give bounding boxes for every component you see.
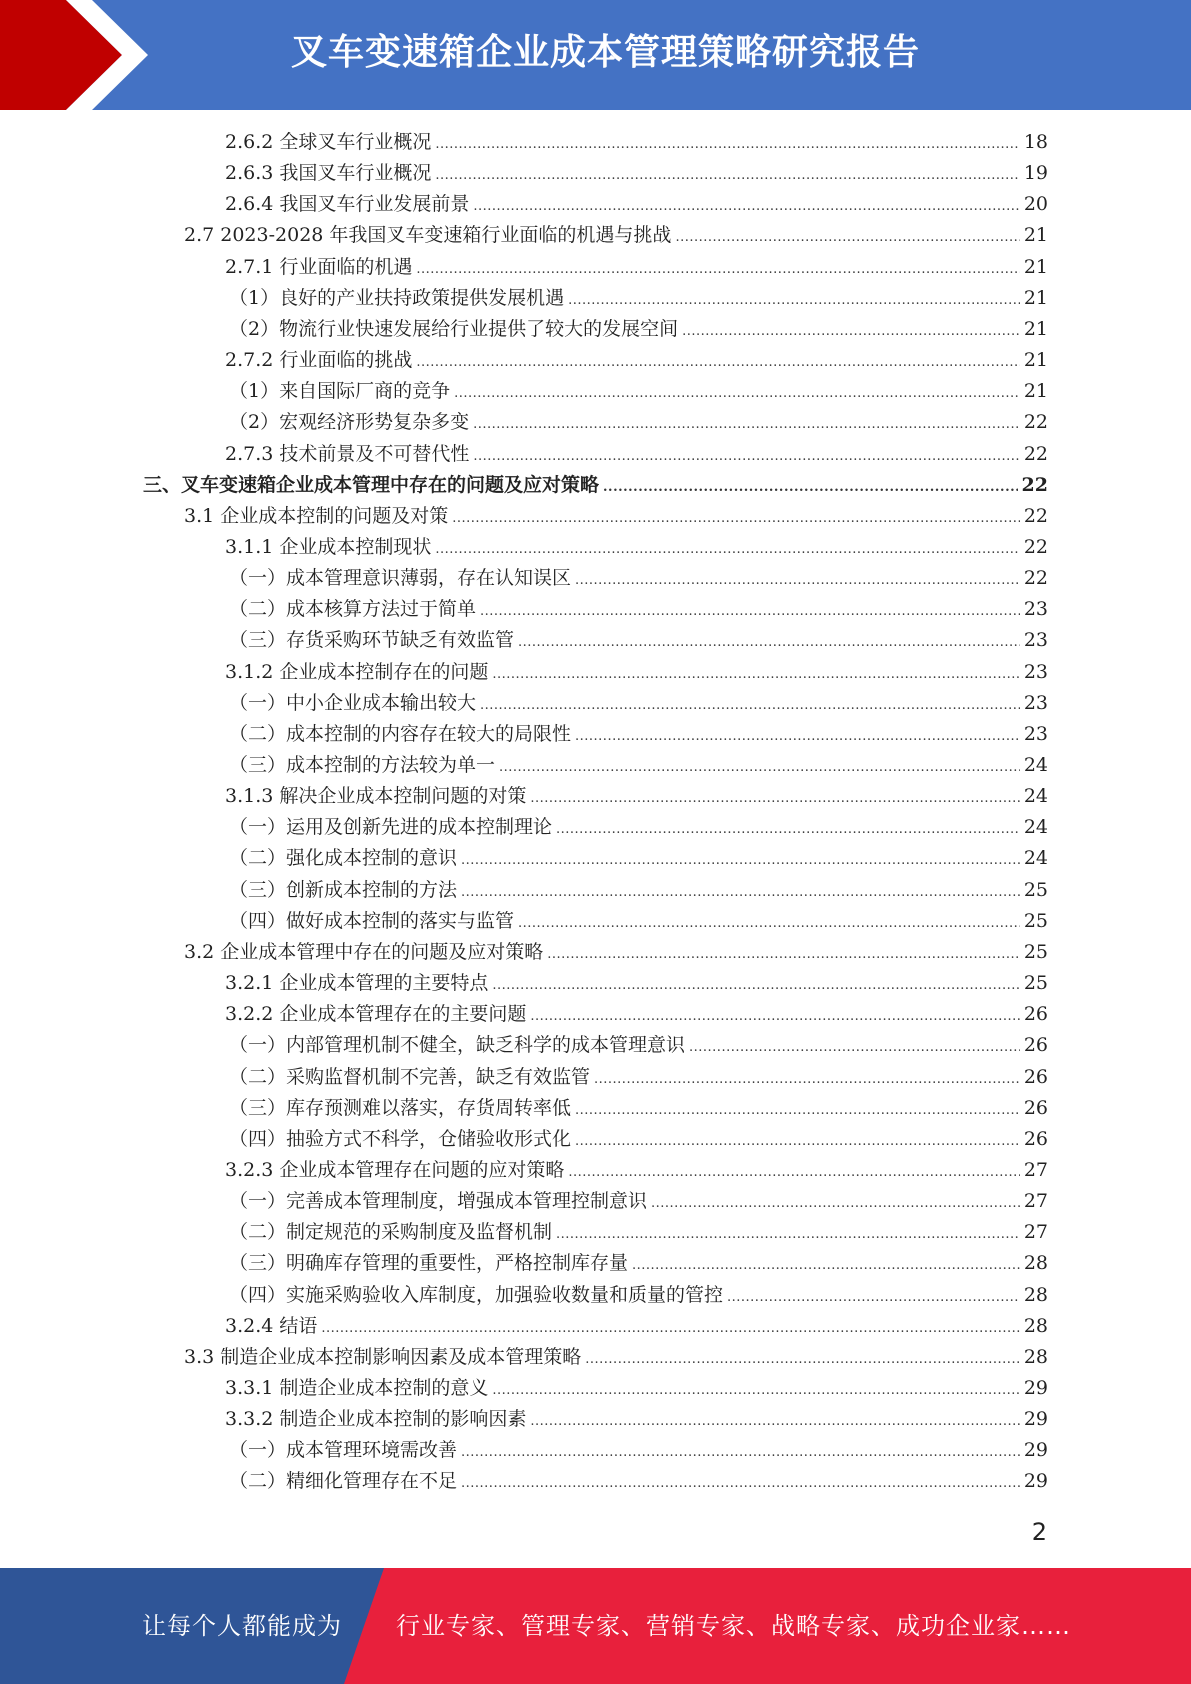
toc-leader-dots [530, 1406, 1019, 1437]
toc-entry-label: （二）成本核算方法过于简单 [229, 598, 477, 621]
toc-entry-label: 3.2.2 企业成本管理存在的主要问题 [225, 1003, 527, 1026]
toc-entry-page: 27 [1023, 1158, 1048, 1181]
toc-entry-label: （三）成本控制的方法较为单一 [229, 754, 496, 776]
toc-entry[interactable] [229, 407, 1048, 438]
toc-entry-page: 22 [1023, 504, 1048, 527]
toc-entry[interactable] [225, 968, 1048, 999]
toc-entry-label: 2.7.2 行业面临的挑战 [225, 349, 413, 372]
toc-leader-dots [575, 1095, 1020, 1126]
toc-entry-page: 23 [1023, 722, 1048, 745]
toc-leader-dots [461, 845, 1020, 876]
toc-entry-label: 3.3.2 制造企业成本控制的影响因素 [225, 1408, 527, 1431]
toc-entry-label: 2.6.2 全球叉车行业概况 [225, 131, 432, 153]
toc-entry-page: 21 [1023, 224, 1048, 247]
toc-entry-label: （一）运用及创新先进的成本控制理论 [229, 816, 553, 839]
toc-entry[interactable] [229, 283, 1048, 314]
toc-entry-label: （三）创新成本控制的方法 [229, 878, 458, 901]
toc-entry[interactable] [229, 1217, 1048, 1248]
toc-entry-page: 26 [1023, 1065, 1048, 1088]
toc-entry-page: 23 [1023, 598, 1048, 621]
toc-leader-dots [682, 316, 1020, 347]
toc-leader-dots [651, 1188, 1020, 1219]
toc-entry-page: 28 [1023, 1345, 1048, 1368]
toc-leader-dots [556, 1219, 1020, 1250]
toc-entry[interactable] [184, 937, 1048, 968]
toc-entry-label: （四）抽验方式不科学，仓储验收形式化 [229, 1127, 572, 1150]
toc-entry-page: 22 [1021, 473, 1048, 496]
toc-entry-label: （一）中小企业成本输出较大 [229, 691, 477, 714]
footer-slogan-right: 行业专家、管理专家、营销专家、战略专家、成功企业家…… [396, 1612, 1071, 1640]
toc-entry[interactable] [225, 252, 1048, 283]
toc-entry-page: 23 [1023, 629, 1048, 652]
toc-entry[interactable] [229, 1248, 1048, 1279]
toc-entry-page: 26 [1023, 1034, 1048, 1057]
toc-leader-dots [492, 970, 1019, 1001]
toc-leader-dots [454, 378, 1020, 409]
toc-leader-dots [689, 1032, 1020, 1063]
toc-leader-dots [547, 939, 1020, 970]
toc-entry[interactable] [225, 1311, 1048, 1342]
toc-entry[interactable] [225, 189, 1048, 220]
toc-entry-page: 26 [1023, 1127, 1048, 1150]
toc-leader-dots [727, 1282, 1020, 1313]
toc-entry[interactable] [229, 1062, 1048, 1093]
document-title: 叉车变速箱企业成本管理策略研究报告 [290, 32, 920, 73]
toc-entry-page: 29 [1023, 1377, 1048, 1399]
toc-entry[interactable] [229, 1186, 1048, 1217]
toc-entry-label: 2.7 2023-2028 年我国叉车变速箱行业面临的机遇与挑战 [184, 224, 672, 247]
toc-entry[interactable] [225, 1155, 1048, 1186]
toc-entry[interactable] [229, 563, 1048, 594]
toc-entry-label: （二）成本控制的内容存在较大的局限性 [229, 722, 572, 745]
toc-entry-page: 19 [1023, 162, 1048, 185]
toc-leader-dots [473, 191, 1019, 222]
toc-entry-label: （二）制定规范的采购制度及监督机制 [229, 1221, 553, 1244]
toc-entry-label: 3.3.1 制造企业成本控制的意义 [225, 1377, 489, 1399]
toc-entry[interactable] [229, 1030, 1048, 1061]
toc-entry[interactable] [229, 1280, 1048, 1311]
toc-leader-dots [461, 877, 1020, 908]
toc-entry-page: 22 [1023, 442, 1048, 465]
toc-leader-dots [594, 1064, 1020, 1095]
toc-leader-dots [575, 565, 1020, 596]
toc-entry[interactable] [184, 501, 1048, 532]
toc-leader-dots [435, 129, 1019, 160]
toc-entry[interactable] [229, 688, 1048, 719]
toc-entry-page: 24 [1023, 754, 1048, 776]
toc-entry-label: 3.1.3 解决企业成本控制问题的对策 [225, 785, 527, 808]
toc-entry-page: 21 [1023, 317, 1048, 340]
toc-entry[interactable] [225, 999, 1048, 1030]
toc-entry-label: （三）存货采购环节缺乏有效监管 [229, 629, 515, 652]
toc-entry-page: 28 [1023, 1283, 1048, 1306]
toc-leader-dots [518, 908, 1020, 939]
toc-entry-label: （四）实施采购验收入库制度，加强验收数量和质量的管控 [229, 1283, 724, 1306]
toc-entry-label: （二）强化成本控制的意识 [229, 847, 458, 870]
toc-leader-dots [568, 1157, 1019, 1188]
toc-leader-dots [480, 596, 1020, 627]
toc-entry-page: 26 [1023, 1096, 1048, 1119]
toc-entry[interactable] [229, 1124, 1048, 1155]
toc-leader-dots [435, 160, 1019, 191]
toc-entry-label: 3.1.1 企业成本控制现状 [225, 535, 432, 558]
toc-entry[interactable] [225, 1404, 1048, 1435]
footer-slogan-left: 让每个人都能成为 [142, 1612, 342, 1640]
toc-leader-dots [461, 1437, 1020, 1468]
toc-leader-dots [585, 1344, 1020, 1375]
toc-leader-dots [435, 534, 1019, 565]
toc-entry-label: （一）完善成本管理制度，增强成本管理控制意识 [229, 1190, 648, 1213]
toc-entry-label: （三）明确库存管理的重要性，严格控制库存量 [229, 1252, 629, 1275]
toc-entry-label: 三、叉车变速箱企业成本管理中存在的问题及应对策略 [143, 473, 600, 496]
toc-entry-label: （1）良好的产业扶持政策提供发展机遇 [229, 286, 565, 309]
toc-entry[interactable] [143, 470, 1048, 501]
toc-entry-label: 3.2 企业成本管理中存在的问题及应对策略 [184, 940, 544, 963]
toc-entry[interactable] [225, 158, 1048, 189]
toc-leader-dots [461, 1468, 1020, 1499]
toc-entry-page: 24 [1023, 847, 1048, 870]
toc-entry-label: （三）库存预测难以落实，存货周转率低 [229, 1096, 572, 1119]
toc-entry-page: 21 [1023, 286, 1048, 309]
toc-entry-page: 26 [1023, 1003, 1048, 1026]
toc-leader-dots [416, 254, 1019, 285]
toc-entry-label: （2）物流行业快速发展给行业提供了较大的发展空间 [229, 317, 679, 340]
toc-entry-label: （一）成本管理意识薄弱，存在认知误区 [229, 567, 572, 590]
toc-entry-label: （1）来自国际厂商的竞争 [229, 380, 451, 403]
toc-entry-label: 2.6.3 我国叉车行业概况 [225, 162, 432, 185]
toc-entry-label: （一）成本管理环境需改善 [229, 1439, 458, 1462]
toc-entry-page: 25 [1023, 909, 1048, 932]
toc-entry-label: （2）宏观经济形势复杂多变 [229, 411, 470, 434]
toc-leader-dots [321, 1313, 1019, 1344]
toc-entry-label: 3.2.3 企业成本管理存在问题的应对策略 [225, 1158, 565, 1181]
toc-entry-page: 21 [1023, 255, 1048, 278]
toc-leader-dots [556, 814, 1020, 845]
header-band [0, 0, 1191, 110]
toc-leader-dots [473, 409, 1020, 440]
toc-entry[interactable] [229, 906, 1048, 937]
toc-entry-page: 23 [1023, 660, 1048, 683]
toc-leader-dots [530, 1001, 1019, 1032]
toc-leader-dots [492, 659, 1019, 690]
toc-entry-page: 25 [1023, 878, 1048, 901]
toc-leader-dots [473, 441, 1019, 472]
toc-entry-page: 18 [1023, 131, 1048, 153]
toc-entry[interactable] [229, 812, 1048, 843]
toc-entry-label: （二）精细化管理存在不足 [229, 1470, 458, 1493]
toc-entry-page: 27 [1023, 1221, 1048, 1244]
toc-entry-label: 2.7.1 行业面临的机遇 [225, 255, 413, 278]
toc-entry-page: 29 [1023, 1439, 1048, 1462]
toc-entry[interactable] [225, 439, 1048, 470]
toc-entry[interactable] [229, 314, 1048, 345]
toc-entry[interactable] [229, 594, 1048, 625]
toc-leader-dots [452, 503, 1020, 534]
toc-entry-label: 3.3 制造企业成本控制影响因素及成本管理策略 [184, 1345, 582, 1368]
toc-entry[interactable] [225, 657, 1048, 688]
toc-entry[interactable] [229, 1435, 1048, 1466]
page-number: 2 [1031, 1518, 1047, 1546]
toc-entry[interactable] [229, 843, 1048, 874]
toc-leader-dots [575, 721, 1020, 752]
toc-entry-page: 24 [1023, 785, 1048, 808]
toc-entry[interactable] [229, 875, 1048, 906]
toc-entry[interactable] [229, 719, 1048, 750]
toc-entry-page: 22 [1023, 411, 1048, 434]
toc-entry[interactable] [229, 376, 1048, 407]
toc-leader-dots [530, 783, 1019, 814]
toc-entry-page: 25 [1023, 940, 1048, 963]
toc-entry-page: 29 [1023, 1408, 1048, 1431]
toc-entry[interactable] [229, 1093, 1048, 1124]
toc-leader-dots [575, 1126, 1020, 1157]
toc-entry-page: 28 [1023, 1314, 1048, 1337]
toc-entry-label: 3.1.2 企业成本控制存在的问题 [225, 660, 489, 683]
toc-entry-page: 21 [1023, 380, 1048, 403]
toc-entry-page: 25 [1023, 972, 1048, 995]
toc-entry-page: 20 [1023, 193, 1048, 216]
toc-entry[interactable] [225, 532, 1048, 563]
toc-leader-dots [492, 1375, 1019, 1406]
toc-entry-label: 2.7.3 技术前景及不可替代性 [225, 442, 470, 465]
toc-leader-dots [603, 472, 1018, 503]
toc-entry-page: 28 [1023, 1252, 1048, 1275]
toc-entry-label: 3.2.1 企业成本管理的主要特点 [225, 972, 489, 995]
toc-entry-label: （二）采购监督机制不完善，缺乏有效监管 [229, 1065, 591, 1088]
toc-entry[interactable] [229, 750, 1048, 781]
toc-entry-label: （一）内部管理机制不健全，缺乏科学的成本管理意识 [229, 1034, 686, 1057]
toc-leader-dots [675, 222, 1019, 253]
toc-entry-page: 21 [1023, 349, 1048, 372]
toc-entry[interactable] [225, 345, 1048, 376]
toc-leader-dots [632, 1250, 1020, 1281]
footer-band [0, 1568, 1191, 1684]
toc-leader-dots [480, 690, 1020, 721]
toc-leader-dots [518, 627, 1020, 658]
toc-entry[interactable] [225, 1373, 1048, 1404]
toc-entry-page: 27 [1023, 1190, 1048, 1213]
toc-entry[interactable] [229, 1466, 1048, 1497]
toc-entry-page: 24 [1023, 816, 1048, 839]
toc-entry-label: 3.2.4 结语 [225, 1314, 318, 1337]
toc-leader-dots [416, 347, 1019, 378]
toc-entry[interactable] [184, 1342, 1048, 1373]
toc-leader-dots [568, 285, 1020, 316]
toc-leader-dots [499, 752, 1020, 783]
toc-entry-label: （四）做好成本控制的落实与监管 [229, 909, 515, 932]
toc-entry[interactable] [225, 781, 1048, 812]
toc-entry-page: 22 [1023, 567, 1048, 590]
toc-entry[interactable] [184, 220, 1048, 251]
toc-entry-page: 29 [1023, 1470, 1048, 1493]
toc-entry-label: 3.1 企业成本控制的问题及对策 [184, 504, 449, 527]
toc-entry[interactable] [229, 625, 1048, 656]
toc-entry[interactable] [225, 127, 1048, 158]
toc-entry-page: 22 [1023, 535, 1048, 558]
toc-entry-page: 23 [1023, 691, 1048, 714]
toc-entry-label: 2.6.4 我国叉车行业发展前景 [225, 193, 470, 216]
